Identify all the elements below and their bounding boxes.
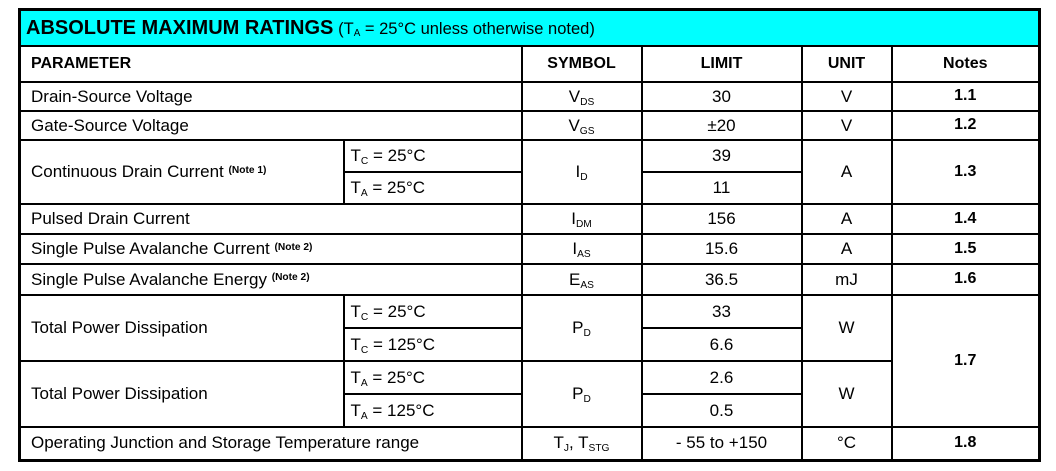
table-row xyxy=(20,111,1040,140)
symbol-id: $I_D$ xyxy=(522,140,642,204)
note-tj-tstg: 1.8 xyxy=(892,427,1040,460)
param-total-power-dissipation-case: Total Power Dissipation xyxy=(20,295,344,361)
condition-tc-25: $T_C = 25^\circ C$ xyxy=(344,140,522,172)
param-single-pulse-avalanche-energy: Single Pulse Avalanche Energy $^{(Note 2)}$ xyxy=(20,264,522,295)
unit-pd-ambient: W xyxy=(802,361,892,427)
symbol-pd-case: $P_D$ xyxy=(522,295,642,361)
unit-idm: A xyxy=(802,204,892,234)
column-header-row xyxy=(20,46,1040,82)
param-drain-source-voltage: Drain-Source Voltage xyxy=(20,82,522,111)
condition-ta-25-pd: $T_A = 25^\circ C$ xyxy=(344,361,522,394)
note-eas: 1.6 xyxy=(892,264,1040,295)
table-row xyxy=(20,361,1040,394)
symbol-eas: $E_{AS}$ xyxy=(522,264,642,295)
param-gate-source-voltage: Gate-Source Voltage xyxy=(20,111,522,140)
col-header-notes: Notes xyxy=(892,46,1040,82)
param-operating-temperature-range: Operating Junction and Storage Temperature range xyxy=(20,427,522,460)
col-header-limit: LIMIT xyxy=(642,46,802,82)
unit-ias: A xyxy=(802,234,892,264)
table-title xyxy=(20,10,1040,47)
table-title-condition: ($T_A = 25^\circ C$ unless otherwise noted) xyxy=(338,19,595,40)
table-row xyxy=(20,295,1040,328)
table-row xyxy=(20,264,1040,295)
param-continuous-drain-current: Continuous Drain Current $^{(Note 1)}$ xyxy=(20,140,344,204)
limit-pd-tc25: 33 xyxy=(642,295,802,328)
col-header-symbol: SYMBOL xyxy=(522,46,642,82)
param-single-pulse-avalanche-current: Single Pulse Avalanche Current $^{(Note 2)}$ xyxy=(20,234,522,264)
unit-id: A xyxy=(802,140,892,204)
limit-ias: 15.6 xyxy=(642,234,802,264)
limit-id-tc25: 39 xyxy=(642,140,802,172)
col-header-unit: UNIT xyxy=(802,46,892,82)
symbol-idm: $I_{DM}$ xyxy=(522,204,642,234)
condition-ta-25: $T_A = 25^\circ C$ xyxy=(344,172,522,204)
unit-eas: mJ xyxy=(802,264,892,295)
condition-tc-125-pd: $T_C = 125^\circ C$ xyxy=(344,328,522,361)
unit-vgs: V xyxy=(802,111,892,140)
note-pd: 1.7 xyxy=(892,295,1040,427)
param-total-power-dissipation-ambient: Total Power Dissipation xyxy=(20,361,344,427)
symbol-ias: $I_{AS}$ xyxy=(522,234,642,264)
symbol-vds: $V_{DS}$ xyxy=(522,82,642,111)
limit-tj-tstg: - 55 to +150 xyxy=(642,427,802,460)
col-header-parameter: PARAMETER xyxy=(20,46,522,82)
symbol-vgs: $V_{GS}$ xyxy=(522,111,642,140)
table-row xyxy=(20,204,1040,234)
unit-pd-case: W xyxy=(802,295,892,361)
unit-vds: V xyxy=(802,82,892,111)
symbol-tj-tstg: $T_J$, $T_{STG}$ xyxy=(522,427,642,460)
note-vds: 1.1 xyxy=(892,82,1040,111)
limit-pd-ta25: 2.6 xyxy=(642,361,802,394)
table-row xyxy=(20,82,1040,111)
note-vgs: 1.2 xyxy=(892,111,1040,140)
limit-eas: 36.5 xyxy=(642,264,802,295)
note-idm: 1.4 xyxy=(892,204,1040,234)
table-row xyxy=(20,427,1040,460)
condition-tc-25-pd: $T_C = 25^\circ C$ xyxy=(344,295,522,328)
table-title-row xyxy=(20,10,1040,47)
limit-vgs: ±20 xyxy=(642,111,802,140)
note-id: 1.3 xyxy=(892,140,1040,204)
table-row xyxy=(20,140,1040,172)
limit-vds: 30 xyxy=(642,82,802,111)
condition-ta-125-pd: $T_A = 125^\circ C$ xyxy=(344,394,522,427)
limit-idm: 156 xyxy=(642,204,802,234)
limit-pd-tc125: 6.6 xyxy=(642,328,802,361)
absolute-maximum-ratings-table xyxy=(18,8,1041,462)
table-title-text: ABSOLUTE MAXIMUM RATINGS xyxy=(26,16,334,39)
unit-tj-tstg: °C xyxy=(802,427,892,460)
table-row xyxy=(20,234,1040,264)
limit-id-ta25: 11 xyxy=(642,172,802,204)
symbol-pd-ambient: $P_D$ xyxy=(522,361,642,427)
limit-pd-ta125: 0.5 xyxy=(642,394,802,427)
param-pulsed-drain-current: Pulsed Drain Current xyxy=(20,204,522,234)
note-ias: 1.5 xyxy=(892,234,1040,264)
